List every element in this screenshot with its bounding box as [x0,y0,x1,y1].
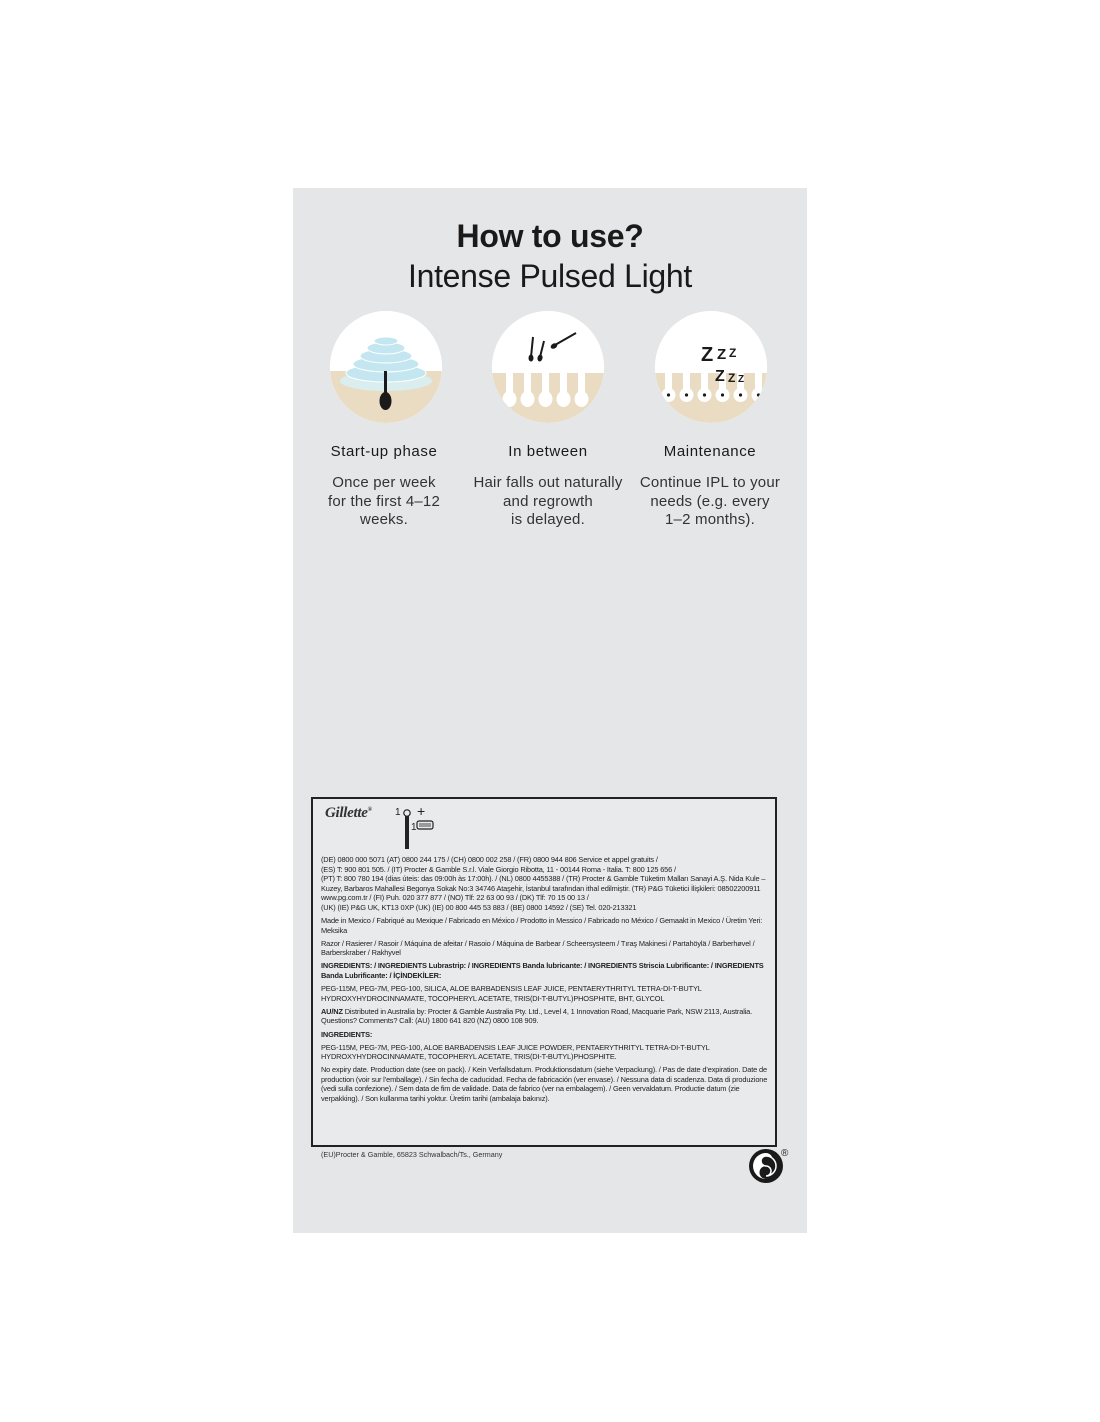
svg-text:1: 1 [411,822,417,833]
legal-contacts-line2: (ES) T: 900 801 505. / (IT) Procter & Gamble S.r.l. Viale Giorgio Ribotta, 11 - 00144 Roma - Italia. T: 800 125 656 / [321,864,676,874]
svg-text:Z: Z [717,346,727,363]
footer-address: (EU)Procter & Gamble, 65823 Schwalbach/Ts., Germany [321,1150,503,1159]
svg-text:+: + [417,803,426,819]
phase-maintenance: Maintenance [663,443,757,460]
legal-au-nz-label: AU/NZ [321,1006,343,1016]
title-bold: How to use? [456,218,644,254]
registered-mark: ® [781,1148,789,1159]
legal-razor-names: Razor / Rasierer / Rasoir / Máquina de afeitar / Rasoio / Máquina de Barbear / Scheersysteem / Tıraş Makinesi / Partahöylä / Barberhøvel / Barberskraber / Rakhyvel [321,938,755,958]
hair-falling-icon [492,311,604,423]
legal-contacts-line1: (DE) 0800 000 5071 (AT) 0800 244 175 / (CH) 0800 002 258 / (FR) 0800 944 806 Service et appel gratuits / [321,855,658,864]
legal-au-nz-text: Distributed in Australia by: Procter & Gamble Australia Pty. Ltd., Level 4, 1 Innovation Road, Macquarie Park, NSW 2113, Australia. Questions? Comments? Call: (AU) 1800 641 820 (NZ) 0800 108 909. [321,1006,753,1026]
legal-contacts-line3: (PT) T: 800 780 194 (dias úteis: das 09:00h às 17:00h). / (NL) 0800 4455388 / (TR) Procter & Gamble Tüketim Malları Sanayi A.Ş. Nida Kule – Kuzey, Barbaros Mahallesi Begonya Sokak No:3 34746 Ataşehir, İstanbul tarafından ithal edilmiştir. (TR) P&G Tüketici İlişkileri: 08502200911 www.pg.com.tr / (FI) Puh. 020 377 877 / (NO) Tlf: 22 63 00 93 / (DK) Tlf: 70 15 00 13 / [321,874,766,903]
legal-info-box [311,797,777,1147]
svg-text:Z: Z [729,346,737,360]
legal-ingredients-label: INGREDIENTS: [321,1029,373,1039]
how-to-use-panel [293,188,807,1233]
phase-startup: Start-up phase [330,443,438,460]
legal-contacts-line4: (UK) (IE) P&G UK, KT13 0XP (UK) (IE) 00 800 445 53 883 / (BE) 0800 14592 / (SE) Tel. 020-213321 [321,902,637,912]
desc-in-between: Hair falls out naturally and regrowth is delayed. [473,474,623,528]
phase-in-between: In between [508,443,588,460]
light-pulse-icon [330,311,442,423]
razor-plus-cartridge-icon [395,803,455,851]
desc-startup: Once per week for the first 4–12 weeks. [328,474,440,528]
green-dot-recycling-icon [748,1148,784,1184]
title-light: Intense Pulsed Light [408,258,692,294]
gillette-logo: Gillette® [325,805,372,821]
legal-ingredients-au: PEG-115M, PEG-7M, PEG-100, ALOE BARBADENSIS LEAF JUICE POWDER, PENTAERYTHRITYL TETRA-DI-T-BUTYL HYDROXYHYDROCINNAMATE, TOCOPHERYL ACETATE, TRIS(DI-T-BUTYL)PHOSPHITE. [321,1042,710,1062]
legal-ingredients-heading: INGREDIENTS: / INGREDIENTS Lubrastrip: / INGREDIENTS Banda lubricante: / INGREDIENTS Striscia Lubrificante: / INGREDIENTS Banda Lubrificante: / İÇİNDEKİLER: [321,961,764,981]
svg-text:Z: Z [728,371,736,385]
svg-text:Z: Z [715,368,725,385]
legal-text [321,855,769,1107]
desc-maintenance: Continue IPL to your needs (e.g. every 1–2 months). [639,474,781,528]
legal-ingredients-list: PEG-115M, PEG-7M, PEG-100, SILICA, ALOE BARBADENSIS LEAF JUICE, PENTAERYTHRITYL TETRA-DI-T-BUTYL HYDROXYHYDROCINNAMATE, TOCOPHERYL ACETATE, TRIS(DI-T-BUTYL)PHOSPHITE, BHT, GLYCOL [321,984,702,1003]
svg-text:1: 1 [395,807,401,818]
legal-made-in: Made in Mexico / Fabriqué au Mexique / Fabricado en México / Prodotto in Messico / Fabricado no México / Gemaakt in Mexico / Üretim Yeri: Meksika [321,916,763,935]
dormant-sleep-icon [655,311,767,423]
svg-text:Z: Z [738,374,745,385]
svg-text:Z: Z [701,344,714,366]
legal-expiry: No expiry date. Production date (see on pack). / Kein Verfallsdatum. Produktionsdatum (siehe Verpackung). / Pas de date d’expiration. Date de production (voir sur l’emballage). / Sin fecha de caducidad. Fecha de fabricación (ver envase). / Nessuna data di scadenza. Data di produzione (vedi sulla confezione). / Sem data de fim de validade. Data de fabrico (ver na embalagem). / Geen vervaldatum. Productie datum (zie verpakking). / Son kullanma tarihi yoktur. Üretim tarihi (ambalaja bakınız). [321,1065,768,1104]
